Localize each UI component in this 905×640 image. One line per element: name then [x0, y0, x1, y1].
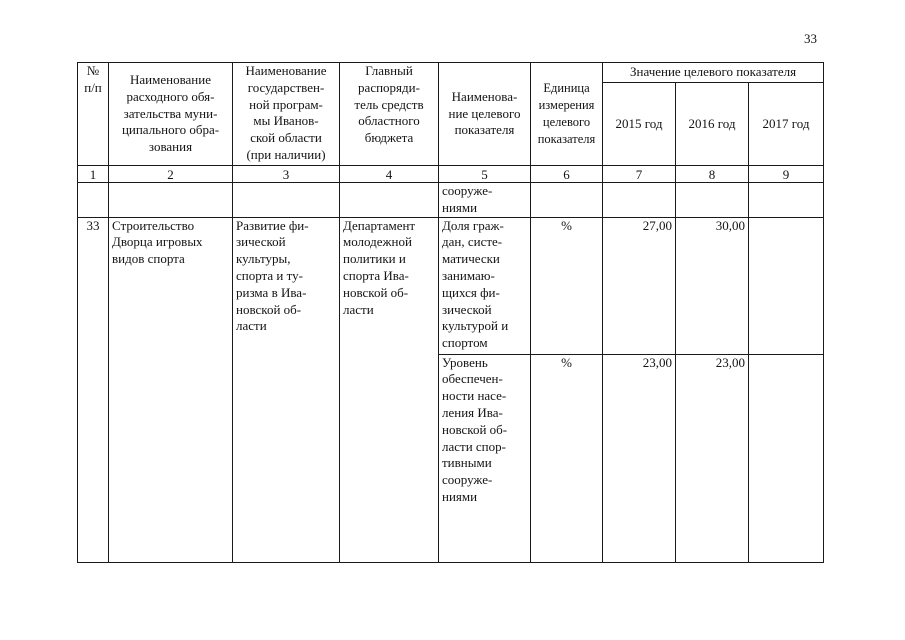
column-number: 4: [340, 166, 439, 183]
indicator-name-line: новской об-: [442, 421, 508, 437]
cell-value-2016: 30,00: [676, 217, 749, 354]
indicator-name-line: щихся фи-: [442, 284, 500, 300]
cell-value-2017: [749, 354, 824, 562]
cell-value-2015: 27,00: [603, 217, 676, 354]
header-program-line: мы Иванов-: [253, 113, 319, 129]
cell-row-number: 33: [78, 217, 109, 562]
header-col-indicator-name: [439, 63, 531, 166]
cell-empty: [603, 183, 676, 218]
cell-indicator-name: [439, 217, 531, 354]
indicator-name-line: ниями: [442, 488, 478, 504]
page-number: 33: [804, 31, 817, 46]
expense-name-line: Строительство: [112, 217, 195, 233]
program-line: ризма в Ива-: [236, 284, 307, 300]
cell-unit: %: [531, 354, 603, 562]
header-indicator-name-line: показателя: [454, 122, 515, 138]
cell-indicator-name: [439, 183, 531, 218]
indicator-name-line: культурой и: [442, 318, 509, 334]
header-number-line: п/п: [84, 79, 102, 95]
cell-program: [233, 217, 340, 562]
column-number: 3: [233, 166, 340, 183]
header-year-2016: 2016 год: [676, 83, 749, 166]
header-program-line: Наименование: [245, 63, 327, 78]
indicator-name-line: ниями: [442, 199, 478, 215]
column-number: 1: [78, 166, 109, 183]
target-indicators-table: [77, 62, 824, 563]
indicator-name-line: сооруже-: [442, 183, 493, 198]
column-number: 6: [531, 166, 603, 183]
header-col-program: [233, 63, 340, 166]
header-expense-name-line: Наименование: [130, 72, 211, 87]
cell-empty: [233, 183, 340, 218]
indicator-name-line: ления Ива-: [442, 404, 503, 420]
header-unit-line: Единица: [543, 81, 590, 96]
indicator-name-line: ласти спор-: [442, 438, 506, 454]
column-number: 2: [109, 166, 233, 183]
header-col-number: [78, 63, 109, 166]
indicator-name-line: сооруже-: [442, 472, 493, 488]
cell-expense-name: [109, 217, 233, 562]
indicator-name-line: занимаю-: [442, 267, 495, 283]
indicator-name-line: дан, систе-: [442, 234, 503, 250]
header-year-2017: 2017 год: [749, 83, 824, 166]
column-number: 9: [749, 166, 824, 183]
program-line: зической: [236, 234, 286, 250]
cell-value-2015: 23,00: [603, 354, 676, 562]
header-col-budget-admin: [340, 63, 439, 166]
table-row-continuation: [78, 183, 824, 218]
cell-indicator-name: [439, 354, 531, 562]
cell-value-2017: [749, 217, 824, 354]
header-number-line: №: [86, 63, 100, 78]
program-line: новской об-: [236, 301, 302, 317]
cell-empty: [109, 183, 233, 218]
column-number: 7: [603, 166, 676, 183]
header-unit-line: показателя: [537, 131, 596, 146]
indicator-name-line: обеспечен-: [442, 371, 503, 387]
header-program-line: ной програм-: [249, 96, 323, 112]
header-expense-name-line: зования: [148, 139, 193, 155]
header-program-line: (при наличии): [246, 146, 326, 162]
header-group-target-value: Значение целевого показателя: [603, 63, 824, 83]
cell-empty: [531, 183, 603, 218]
header-col-unit: [531, 63, 603, 166]
cell-empty: [340, 183, 439, 218]
cell-empty: [676, 183, 749, 218]
expense-name-line: Дворца игровых: [112, 234, 203, 250]
program-line: ласти: [236, 318, 267, 334]
header-program-line: ской области: [250, 130, 322, 146]
budget-admin-line: ласти: [343, 301, 374, 317]
header-expense-name-line: ципального обра-: [121, 122, 220, 138]
indicator-name-line: ности насе-: [442, 388, 507, 404]
cell-empty: [78, 183, 109, 218]
cell-unit: %: [531, 217, 603, 354]
header-budget-admin-line: областного: [358, 113, 420, 129]
budget-admin-line: спорта Ива-: [343, 267, 409, 283]
indicator-name-line: зической: [442, 301, 492, 317]
cell-value-2016: 23,00: [676, 354, 749, 562]
header-expense-name-line: зательства муни-: [123, 105, 218, 121]
indicator-name-line: Доля граж-: [442, 217, 504, 233]
indicator-name-line: матически: [442, 251, 500, 267]
indicator-name-line: спортом: [442, 335, 488, 351]
header-budget-admin-line: распоряди-: [358, 79, 420, 95]
header-year-2015: 2015 год: [603, 83, 676, 166]
header-budget-admin-line: бюджета: [364, 130, 414, 146]
program-line: Развитие фи-: [236, 217, 309, 233]
program-line: спорта и ту-: [236, 267, 303, 283]
expense-name-line: видов спорта: [112, 251, 185, 267]
header-indicator-name-line: Наименова-: [451, 88, 518, 104]
column-number: 5: [439, 166, 531, 183]
budget-admin-line: Департамент: [343, 217, 416, 233]
table-row-33: [78, 217, 824, 354]
header-program-line: государствен-: [247, 79, 325, 95]
header-expense-name-line: расходного обя-: [126, 88, 215, 104]
indicator-name-line: тивными: [442, 455, 492, 471]
program-line: культуры,: [236, 251, 291, 267]
header-indicator-name-line: ние целевого: [448, 105, 521, 121]
budget-admin-line: новской об-: [343, 284, 409, 300]
header-budget-admin-line: Главный: [365, 63, 413, 78]
header-budget-admin-line: тель средств: [354, 96, 424, 112]
cell-empty: [749, 183, 824, 218]
header-unit-line: измерения: [538, 98, 595, 113]
column-number: 8: [676, 166, 749, 183]
header-unit-line: целевого: [542, 115, 591, 129]
budget-admin-line: молодежной: [343, 234, 412, 250]
header-col-expense-name: [109, 63, 233, 166]
column-number-row: [78, 166, 824, 183]
budget-admin-line: политики и: [343, 251, 406, 267]
indicator-name-line: Уровень: [442, 354, 488, 370]
cell-budget-admin: [340, 217, 439, 562]
